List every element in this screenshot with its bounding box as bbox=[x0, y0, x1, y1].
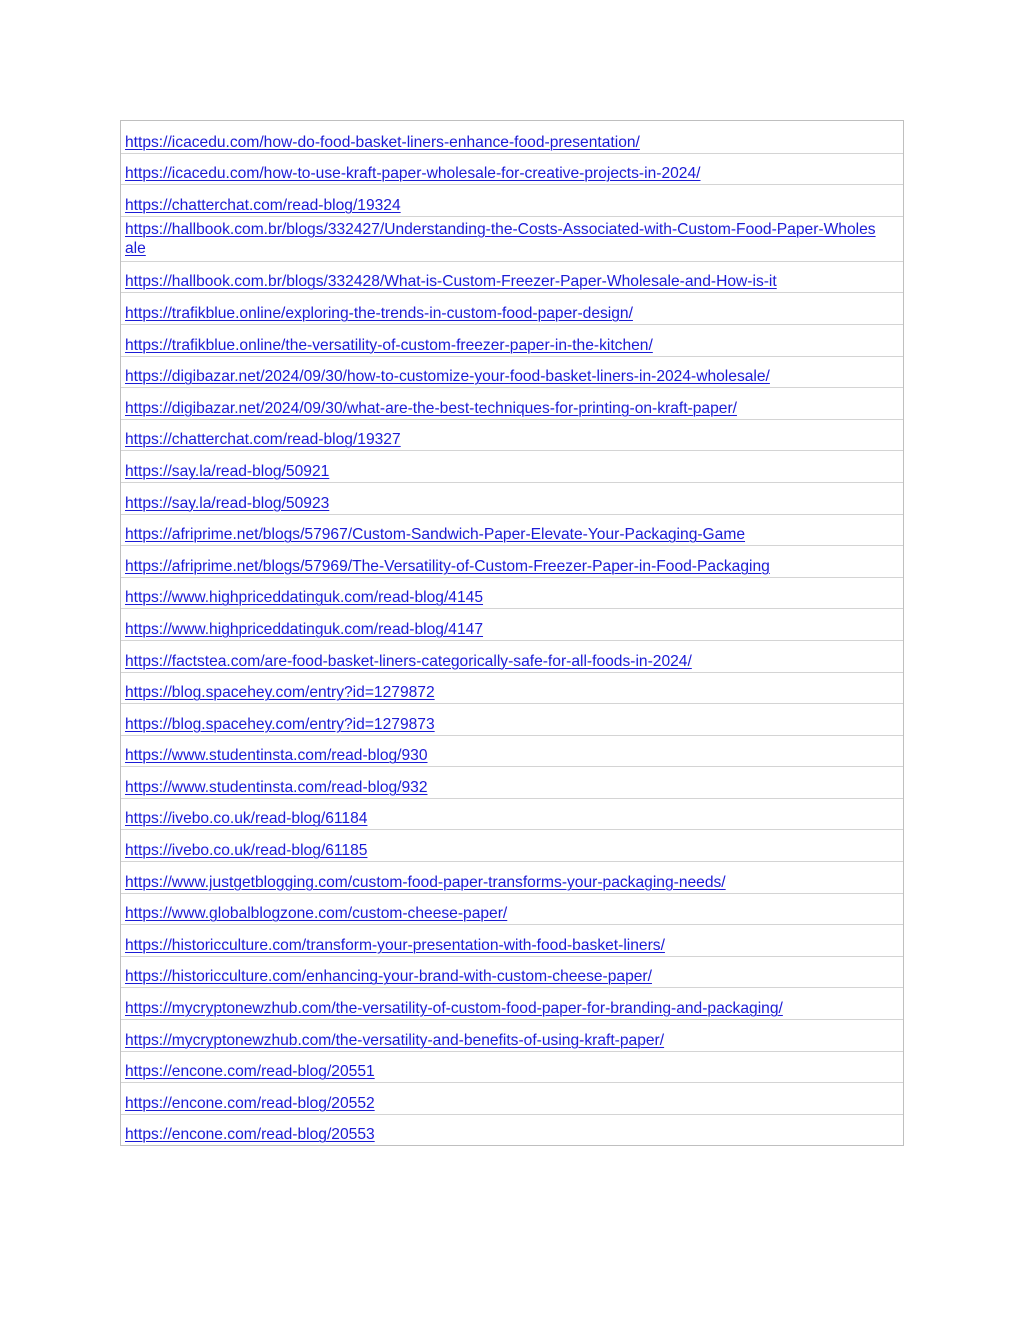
url-link[interactable]: https://www.highpriceddatinguk.com/read-blog/4145 bbox=[125, 589, 484, 607]
table-row bbox=[121, 608, 903, 640]
url-link[interactable]: https://ivebo.co.uk/read-blog/61184 bbox=[125, 810, 368, 828]
url-link[interactable]: https://say.la/read-blog/50923 bbox=[125, 494, 330, 512]
url-link[interactable]: https://afriprime.net/blogs/57969/The-Versatility-of-Custom-Freezer-Paper-in-Food-Packaging bbox=[125, 557, 770, 575]
url-link[interactable]: https://hallbook.com.br/blogs/332428/What-is-Custom-Freezer-Paper-Wholesale-and-How-is-it bbox=[125, 273, 777, 291]
url-link[interactable]: https://encone.com/read-blog/20553 bbox=[125, 1126, 375, 1144]
url-link[interactable]: https://icacedu.com/how-to-use-kraft-paper-wholesale-for-creative-projects-in-2024/ bbox=[125, 165, 701, 183]
url-link[interactable]: https://chatterchat.com/read-blog/19327 bbox=[125, 431, 401, 449]
table-row bbox=[121, 514, 903, 546]
table-row bbox=[121, 1051, 903, 1083]
table-row bbox=[121, 184, 903, 216]
table-row bbox=[121, 121, 903, 153]
url-link[interactable]: https://encone.com/read-blog/20551 bbox=[125, 1063, 375, 1081]
table-row bbox=[121, 356, 903, 388]
url-link[interactable]: https://factstea.com/are-food-basket-liners-categorically-safe-for-all-foods-in-2024/ bbox=[125, 652, 692, 670]
url-link[interactable]: https://ivebo.co.uk/read-blog/61185 bbox=[125, 842, 368, 860]
url-link[interactable]: https://www.highpriceddatinguk.com/read-blog/4147 bbox=[125, 620, 484, 638]
url-link[interactable]: https://www.justgetblogging.com/custom-food-paper-transforms-your-packaging-needs/ bbox=[125, 873, 726, 891]
url-link[interactable]: https://blog.spacehey.com/entry?id=1279872 bbox=[125, 684, 435, 702]
table-row bbox=[121, 324, 903, 356]
table-row bbox=[121, 924, 903, 956]
table-row bbox=[121, 261, 903, 293]
table-row bbox=[121, 292, 903, 324]
url-link[interactable]: https://icacedu.com/how-do-food-basket-liners-enhance-food-presentation/ bbox=[125, 133, 640, 151]
url-link[interactable]: https://chatterchat.com/read-blog/19324 bbox=[125, 196, 401, 214]
table-row bbox=[121, 419, 903, 451]
url-link[interactable]: https://mycryptonewzhub.com/the-versatility-of-custom-food-paper-for-branding-and-packaging/ bbox=[125, 1000, 783, 1018]
url-link[interactable]: https://www.studentinsta.com/read-blog/932 bbox=[125, 778, 428, 796]
url-link[interactable]: https://blog.spacehey.com/entry?id=1279873 bbox=[125, 715, 435, 733]
table-row bbox=[121, 766, 903, 798]
table-row bbox=[121, 893, 903, 925]
url-link[interactable]: https://trafikblue.online/exploring-the-trends-in-custom-food-paper-design/ bbox=[125, 304, 633, 322]
table-row bbox=[121, 1019, 903, 1051]
table-row bbox=[121, 450, 903, 482]
url-link[interactable]: https://trafikblue.online/the-versatility-of-custom-freezer-paper-in-the-kitchen/ bbox=[125, 336, 653, 354]
table-row bbox=[121, 987, 903, 1019]
table-row bbox=[121, 577, 903, 609]
url-link[interactable]: https://digibazar.net/2024/09/30/what-are-the-best-techniques-for-printing-on-kraft-paper/ bbox=[125, 399, 737, 417]
table-row bbox=[121, 829, 903, 861]
table-row bbox=[121, 545, 903, 577]
table-row bbox=[121, 153, 903, 185]
table-row bbox=[121, 216, 903, 261]
table-row bbox=[121, 956, 903, 988]
table-row bbox=[121, 482, 903, 514]
table-row bbox=[121, 1114, 903, 1146]
table-row bbox=[121, 798, 903, 830]
url-link[interactable]: https://www.studentinsta.com/read-blog/930 bbox=[125, 747, 428, 765]
table-row bbox=[121, 703, 903, 735]
table-row bbox=[121, 735, 903, 767]
url-link[interactable]: https://historicculture.com/enhancing-your-brand-with-custom-cheese-paper/ bbox=[125, 968, 652, 986]
url-link[interactable]: https://mycryptonewzhub.com/the-versatility-and-benefits-of-using-kraft-paper/ bbox=[125, 1031, 665, 1049]
url-link[interactable]: https://digibazar.net/2024/09/30/how-to-customize-your-food-basket-liners-in-2024-wholesale/ bbox=[125, 368, 770, 386]
url-link[interactable]: https://hallbook.com.br/blogs/332427/Understanding-the-Costs-Associated-with-Custom-Food-Paper-Wholesale bbox=[125, 220, 876, 257]
url-link[interactable]: https://say.la/read-blog/50921 bbox=[125, 462, 330, 480]
url-link[interactable]: https://historicculture.com/transform-your-presentation-with-food-basket-liners/ bbox=[125, 936, 665, 954]
table-row bbox=[121, 861, 903, 893]
url-link[interactable]: https://www.globalblogzone.com/custom-cheese-paper/ bbox=[125, 905, 508, 923]
table-row bbox=[121, 672, 903, 704]
url-link[interactable]: https://afriprime.net/blogs/57967/Custom-Sandwich-Paper-Elevate-Your-Packaging-Game bbox=[125, 526, 746, 544]
table-row bbox=[121, 1082, 903, 1114]
url-link[interactable]: https://encone.com/read-blog/20552 bbox=[125, 1094, 375, 1112]
table-row bbox=[121, 640, 903, 672]
table-row bbox=[121, 387, 903, 419]
link-table bbox=[120, 120, 904, 1146]
